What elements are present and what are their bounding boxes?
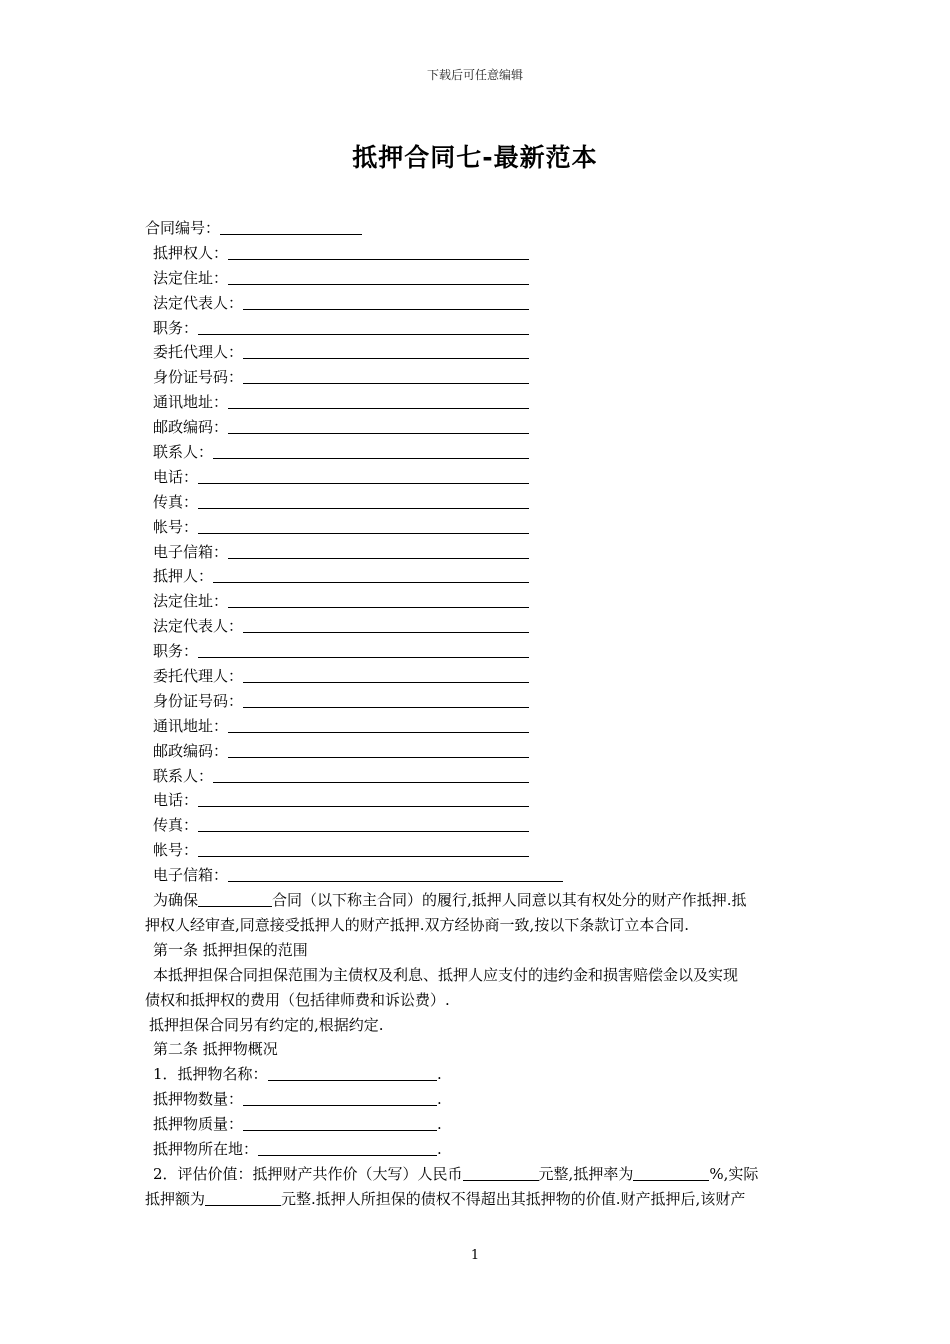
field-blank[interactable]: [198, 518, 529, 534]
page-number: 1: [470, 1248, 480, 1263]
field-blank[interactable]: [228, 866, 563, 882]
field-row: [145, 465, 810, 490]
property-item-blank[interactable]: [268, 1065, 437, 1081]
field-label: 联系人：: [153, 443, 214, 462]
valuation-amount-blank[interactable]: [463, 1165, 539, 1181]
field-blank[interactable]: [213, 567, 529, 583]
field-label: 电子信箱：: [153, 866, 229, 885]
field-row: [145, 515, 810, 540]
property-item-blank[interactable]: [243, 1115, 437, 1131]
field-row: [145, 291, 810, 316]
field-row: [145, 266, 810, 291]
property-item-row: [145, 1137, 810, 1162]
mortgagor-section: [145, 564, 810, 888]
article-2-items: [145, 1062, 810, 1162]
field-row: [145, 714, 810, 739]
field-blank[interactable]: [228, 269, 529, 285]
property-item-label: 抵押物质量：: [153, 1115, 244, 1134]
field-label: 身份证号码：: [153, 691, 244, 710]
field-label: 法定住址：: [153, 268, 229, 287]
field-blank[interactable]: [228, 418, 529, 434]
valuation-line-1: [145, 1162, 810, 1187]
field-label: 职务：: [153, 642, 199, 661]
field-label: 邮政编码：: [153, 741, 229, 760]
field-blank[interactable]: [198, 841, 529, 857]
field-row: [145, 788, 810, 813]
field-row: [145, 490, 810, 515]
contract-number-blank[interactable]: [220, 219, 362, 235]
field-row: [145, 614, 810, 639]
field-label: 电话：: [153, 791, 199, 810]
field-row: [145, 689, 810, 714]
valuation-text: 元整.抵押人所担保的债权不得超出其抵押物的价值.财产抵押后,该财产: [281, 1189, 746, 1208]
field-blank[interactable]: [198, 319, 529, 335]
field-blank[interactable]: [228, 393, 529, 409]
field-label: 电话：: [153, 467, 199, 486]
field-row: [145, 664, 810, 689]
article-1-heading: 第一条 抵押担保的范围: [153, 940, 308, 959]
field-blank[interactable]: [198, 468, 529, 484]
article-1-line-3: 抵押担保合同另有约定的,根据约定.: [149, 1015, 384, 1034]
field-row: [145, 564, 810, 589]
field-blank[interactable]: [243, 617, 529, 633]
field-row: [145, 390, 810, 415]
field-row: [145, 838, 810, 863]
field-row: [145, 440, 810, 465]
intro-text: 合同（以下称主合同）的履行,抵押人同意以其有权处分的财产作抵押.抵: [272, 891, 747, 910]
property-item-row: [145, 1062, 810, 1087]
field-blank[interactable]: [198, 642, 529, 658]
valuation-line-2: [145, 1187, 810, 1212]
field-row: [145, 764, 810, 789]
property-item-blank[interactable]: [258, 1140, 437, 1156]
field-row: [145, 813, 810, 838]
field-row: [145, 639, 810, 664]
field-label: 帐号：: [153, 517, 199, 536]
valuation-text: 元整,抵押率为: [538, 1164, 634, 1183]
field-label: 帐号：: [153, 841, 199, 860]
field-blank[interactable]: [243, 692, 529, 708]
field-blank[interactable]: [228, 742, 529, 758]
article-1-line-1: 本抵押担保合同担保范围为主债权及利息、抵押人应支付的违约金和损害赔偿金以及实现: [153, 965, 739, 984]
field-blank[interactable]: [243, 294, 529, 310]
field-blank[interactable]: [198, 493, 529, 509]
field-blank[interactable]: [228, 543, 529, 559]
header-note: 下载后可任意编辑: [426, 68, 523, 82]
actual-amount-blank[interactable]: [205, 1190, 281, 1206]
field-label: 通讯地址：: [153, 716, 229, 735]
field-row: [145, 340, 810, 365]
field-row: [145, 739, 810, 764]
field-blank[interactable]: [228, 592, 529, 608]
field-label: 邮政编码：: [153, 418, 229, 437]
field-label: 联系人：: [153, 766, 214, 785]
property-item-label: 抵押物数量：: [153, 1090, 244, 1109]
field-label: 法定代表人：: [153, 617, 244, 636]
field-label: 电子信箱：: [153, 542, 229, 561]
field-blank[interactable]: [228, 717, 529, 733]
article-1-line-2: 债权和抵押权的费用（包括律师费和诉讼费）.: [145, 990, 450, 1009]
period: .: [437, 1090, 442, 1109]
field-label: 传真：: [153, 816, 199, 835]
period: .: [437, 1139, 442, 1158]
document-title: 抵押合同七-最新范本: [352, 143, 598, 172]
field-row: [145, 415, 810, 440]
contract-number-label: 合同编号：: [145, 219, 221, 237]
intro-line-2: 押权人经审查,同意接受抵押人的财产抵押.双方经协商一致,按以下条款订立本合同.: [145, 915, 690, 934]
property-item-row: [145, 1112, 810, 1137]
field-blank[interactable]: [228, 244, 529, 260]
field-row: [145, 540, 810, 565]
field-blank[interactable]: [198, 791, 529, 807]
field-blank[interactable]: [198, 816, 529, 832]
field-row: [145, 241, 810, 266]
valuation-text: %,实际: [709, 1164, 759, 1183]
contract-body: [145, 216, 810, 1212]
field-label: 法定代表人：: [153, 293, 244, 312]
field-row: [145, 589, 810, 614]
field-blank[interactable]: [213, 767, 529, 783]
article-2-heading: 第二条 抵押物概况: [153, 1040, 278, 1059]
field-row: [145, 316, 810, 341]
intro-text: 为确保: [153, 891, 199, 910]
mortgage-rate-blank[interactable]: [633, 1165, 709, 1181]
valuation-text: 2．评估价值：抵押财产共作价（大写）人民币: [153, 1164, 463, 1183]
field-label: 身份证号码：: [153, 368, 244, 387]
period: .: [437, 1065, 442, 1084]
field-blank[interactable]: [243, 667, 529, 683]
field-blank[interactable]: [213, 443, 529, 459]
field-row: [145, 863, 810, 888]
field-blank[interactable]: [243, 368, 529, 384]
field-label: 委托代理人：: [153, 667, 244, 686]
main-contract-blank[interactable]: [198, 891, 272, 907]
intro-line-1: [145, 888, 810, 913]
property-item-row: [145, 1087, 810, 1112]
field-label: 抵押权人：: [153, 243, 229, 262]
field-blank[interactable]: [243, 343, 529, 359]
property-item-label: 1．抵押物名称：: [153, 1065, 268, 1084]
field-row: [145, 365, 810, 390]
contract-number-line: [145, 216, 810, 241]
field-label: 委托代理人：: [153, 343, 244, 362]
period: .: [437, 1115, 442, 1134]
mortgagee-section: [145, 241, 810, 565]
valuation-text: 抵押额为: [145, 1189, 206, 1208]
property-item-blank[interactable]: [243, 1090, 437, 1106]
field-label: 传真：: [153, 492, 199, 511]
field-label: 抵押人：: [153, 567, 214, 586]
field-label: 法定住址：: [153, 592, 229, 611]
field-label: 职务：: [153, 318, 199, 337]
field-label: 通讯地址：: [153, 393, 229, 412]
property-item-label: 抵押物所在地：: [153, 1139, 259, 1158]
